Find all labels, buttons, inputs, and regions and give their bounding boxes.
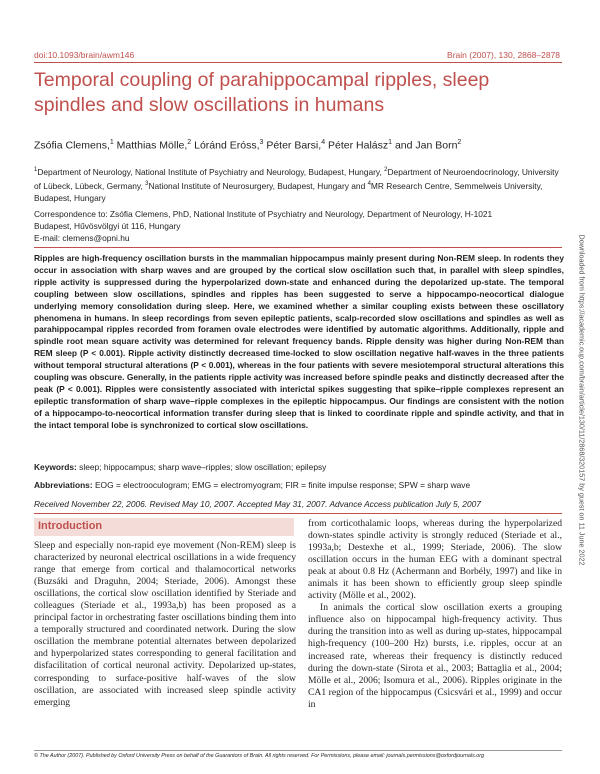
author-name: and Jan Born	[392, 139, 458, 152]
keywords-label: Keywords:	[34, 462, 77, 472]
author-list	[34, 136, 564, 153]
download-note: Downloaded from https://academic.oup.com/brain/article/130/11/2868/320157 by guest on 11 June 2022	[577, 234, 587, 566]
header-divider	[34, 62, 562, 63]
correspondence-line: Correspondence to: Zsófia Clemens, PhD, National Institute of Psychiatry and Neurology, Department of Neurology, H-1021	[34, 209, 493, 219]
body-paragraph: In animals the cortical slow oscillation exerts a grouping influence also on hippocampal high-frequency activity. Thus during the transition into as well as during up-states, hippocampal high-frequency (100–200 Hz) bursts, i.e. ripples, occur at an increased rate, whereas their frequency is distinctly reduced during the down-state (Sirota et al., 2003; Battaglia et al., 2004; Mölle et al., 2006; Isomura et al., 2006). Ripples originate in the CA1 region of the hippocampus (Csicsvári et al., 1999) and occur in	[308, 602, 562, 710]
download-watermark	[567, 210, 597, 590]
introduction-heading-band	[34, 518, 294, 536]
affil-sup: 1	[34, 167, 38, 173]
author-affil-sup: 4	[321, 139, 326, 146]
author-affil-sup: 1	[388, 139, 393, 146]
author-name: Zsófia Clemens,	[34, 139, 110, 152]
correspondence	[34, 208, 564, 244]
affil-sup: 2	[384, 167, 388, 173]
author-name: Péter Barsi,	[263, 139, 322, 152]
abbreviations-label: Abbreviations:	[34, 480, 93, 490]
body-divider	[34, 513, 562, 514]
affiliations	[34, 164, 564, 204]
correspondence-line: Budapest, Hűvösvölgyi út 116, Hungary	[34, 221, 181, 231]
doi-link[interactable]: doi:10.1093/brain/awm146	[34, 50, 135, 60]
abbreviations	[34, 480, 564, 491]
correspondence-email[interactable]: E-mail: clemens@opni.hu	[34, 233, 130, 243]
received-dates: Received November 22, 2006. Revised May 10, 2007. Accepted May 31, 2007. Advance Access publication July 5, 2007	[34, 499, 481, 509]
affiliation-text: Department of Neuroendocrinology, University of Lübeck, Lübeck, Germany,	[34, 166, 559, 191]
author-name: Lóránd Eróss,	[191, 139, 260, 152]
author-name: Matthias Mölle,	[113, 139, 188, 152]
affil-sup: 4	[367, 180, 371, 187]
author-name: Péter Halász	[325, 139, 389, 152]
author-affil-sup: 2	[187, 139, 192, 146]
author-affil-sup: 1	[109, 139, 114, 146]
affil-sup: 3	[145, 180, 149, 187]
footer-divider	[34, 750, 562, 751]
body-column-left	[34, 540, 296, 709]
journal-citation: Brain (2007), 130, 2868–2878	[447, 50, 560, 60]
keywords-text: sleep; hippocampus; sharp wave–ripples; slow oscillation; epilepsy	[76, 462, 327, 472]
author-affil-sup: 2	[457, 139, 462, 146]
article-title: Temporal coupling of parahippocampal ripples, sleep spindles and slow oscillations in humans	[34, 69, 490, 116]
keywords	[34, 462, 564, 473]
body-column-right	[308, 518, 562, 711]
abbreviations-text: EOG = electrooculogram; EMG = electromyogram; FIR = finite impulse response; SPW = sharp wave	[92, 480, 471, 490]
introduction-heading: Introduction	[38, 520, 103, 532]
affiliation-text: National Institute of Neurosurgery, Budapest, Hungary and	[148, 180, 368, 191]
body-paragraph: from corticothalamic loops, whereas during the hyperpolarized down-states spindle activity is strongly reduced (Steriade et al., 1993a,b; Destexhe et al., 1999; Steriade, 2006). The slow oscillation occurs in the human EEG with a dominant spectral peak at about 0.8 Hz (Achermann and Borbély, 1997) and like in animals it has been shown to efficiently group sleep spindle activity (Mölle et al., 2002).	[308, 518, 562, 602]
abstract-divider	[34, 247, 562, 248]
body-paragraph: Sleep and especially non-rapid eye movement (Non-REM) sleep is characterized by neuronal electrical oscillations in a wide frequency range that emerge from cortical and thalamocortical networks (Buzsáki and Draguhn, 2004; Steriade, 2006). Amongst these oscillations, the cortical slow oscillation identified by Steriade and colleagues (Steriade et al., 1993a,b) has been proposed as a principal factor in orchestrating faster oscillations binding them into a temporally structured and coordinated network. During the slow oscillation the membrane potential alternates between depolarized and hyperpolarized states corresponding to general facilitation and disfacilitation of cortical neuronal activity. Depolarized up-states, corresponding to surface-positive half-waves of the slow oscillation, are associated with increased sleep spindle activity emerging	[34, 540, 296, 708]
copyright-notice: © The Author (2007). Published by Oxford University Press on behalf of the Guarantors of Brain. All rights reserved. For Permissions, please email: journals.permissions@oxfordjournals.org	[34, 753, 485, 759]
affiliation-text: Department of Neurology, National Institute of Psychiatry and Neurology, Budapest, Hungary,	[37, 166, 385, 177]
affiliation-text: MR Research Centre, Semmelweis University, Budapest, Hungary	[34, 180, 543, 203]
abstract: Ripples are high-frequency oscillation bursts in the mammalian hippocampus mainly present during Non-REM sleep. In rodents they occur in association with sharp waves and are grouped by the cortical slow oscillation such that, in parallel with sleep spindles, ripple activity is suppressed during the hyperpolarized down-state and enhanced during the depolarized up-state. The temporal coupling between slow oscillations, spindles and ripples has been suggested to serve a hippocampo-neocortical dialogue underlying memory consolidation during sleep. Here, we examined whether a similar coupling exists between these oscillatory phenomena in humans. In sleep recordings from seven epileptic patients, scalp-recorded slow oscillations and spindles as well as parahippocampal ripples recorded from foramen ovale electrodes were identified by automatic algorithms. Additionally, ripple and spindle root mean square activity was determined for relevant frequency bands. Ripple density was higher during Non-REM than REM sleep (P < 0.001). Ripple activity distinctly decreased time-locked to slow oscillation negative half-waves in the three patients without temporal structural alterations (P < 0.001), whereas in the four patients with severe mesiotemporal structural alterations this coupling was obscure. Generally, in the patients ripple activity was increased before spindle peaks and distinctly decreased after the peak (P < 0.001). Ripples were consistently associated with interictal spikes suggesting that spike–ripple complexes represent an epileptic transformation of sharp wave–ripple complexes in the epileptic hippocampus. Our findings are consistent with the notion of a hippocampo-to-neocortical information transfer during sleep that is linked to coordinate ripple and spindle activity, and that in the intact temporal lobe is synchronized to cortical slow oscillations.	[34, 253, 564, 430]
author-affil-sup: 3	[259, 139, 264, 146]
